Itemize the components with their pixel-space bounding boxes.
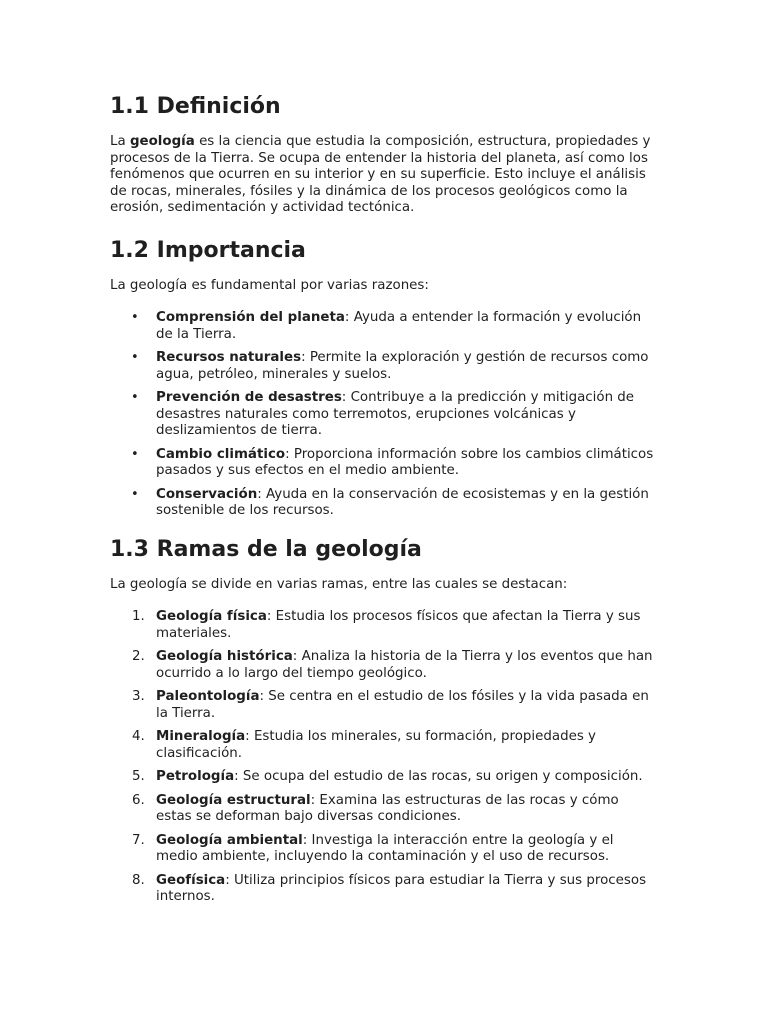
definition-paragraph: La geología es la ciencia que estudia la composición, estructura, propiedades y procesos de la Tierra. Se ocupa de entender la historia del planeta, así como los fenómenos que ocurren en su interior y en su superficie. Esto incluye el análisis de rocas, minerales, fósiles y la dinámica de los procesos geológicos como la erosión, sedimentación y actividad tectónica. (110, 134, 651, 215)
list-item: 5. Petrología: Se ocupa del estudio de las rocas, su origen y composición. (132, 769, 643, 784)
bullet-list (110, 310, 658, 520)
list-item: • Cambio climático: Proporciona información sobre los cambios climáticos pasados y sus efectos en el medio ambiente. (131, 446, 654, 478)
list-item: • Prevención de desastres: Contribuye a la predicción y mitigación de desastres naturales como terremotos, erupciones volcánicas y deslizamientos de tierra. (131, 390, 635, 438)
list-item: 6. Geología estructural: Examina las estructuras de las rocas y cómo estas se deforman bajo diversas condiciones. (132, 792, 619, 824)
list-number: 4. (132, 729, 145, 744)
document-page (110, 92, 658, 913)
bullet-icon: • (131, 350, 139, 365)
section-importancia (110, 236, 658, 520)
bullet-icon: • (131, 390, 139, 405)
section-heading: 1.1 Definición (110, 94, 281, 119)
bullet-icon: • (131, 486, 139, 502)
list-item: 3. Paleontología: Se centra en el estudio de los fósiles y la vida pasada en la Tierra. (132, 689, 649, 721)
list-item: 7. Geología ambiental: Investiga la interacción entre la geología y el medio ambiente, incluyendo la contaminación y el uso de recursos. (132, 832, 614, 864)
intro-paragraph: La geología se divide en varias ramas, entre las cuales se destacan: (110, 576, 568, 592)
list-number: 5. (132, 769, 145, 784)
list-item: • Comprensión del planeta: Ayuda a entender la formación y evolución de la Tierra. (131, 310, 642, 342)
list-number: 8. (132, 872, 145, 888)
bullet-icon: • (131, 446, 139, 462)
section-ramas (110, 535, 658, 906)
list-item: 1. Geología física: Estudia los procesos físicos que afectan la Tierra y sus materiales. (132, 609, 641, 641)
list-number: 7. (132, 832, 145, 848)
section-heading: 1.2 Importancia (110, 237, 306, 263)
numbered-list (110, 609, 658, 906)
list-number: 6. (132, 792, 145, 808)
list-item: 4. Mineralogía: Estudia los minerales, su formación, propiedades y clasificación. (132, 729, 596, 761)
bullet-icon: • (131, 310, 139, 325)
bold-term: geología (129, 134, 195, 149)
list-item: • Recursos naturales: Permite la exploración y gestión de recursos como agua, petróleo, minerales y suelos. (131, 350, 649, 382)
list-number: 1. (132, 609, 145, 624)
list-number: 2. (132, 649, 145, 664)
intro-paragraph: La geología es fundamental por varias razones: (110, 277, 429, 293)
list-item: 2. Geología histórica: Analiza la historia de la Tierra y los eventos que han ocurrido a lo largo del tiempo geológico. (132, 649, 653, 681)
list-number: 3. (132, 689, 145, 704)
section-heading: 1.3 Ramas de la geología (110, 536, 422, 562)
list-item: 8. Geofísica: Utiliza principios físicos para estudiar la Tierra y sus procesos internos. (132, 872, 647, 904)
list-item: • Conservación: Ayuda en la conservación de ecosistemas y en la gestión sostenible de los recursos. (131, 486, 649, 518)
section-definicion (110, 92, 658, 217)
section-spacer (110, 527, 658, 535)
